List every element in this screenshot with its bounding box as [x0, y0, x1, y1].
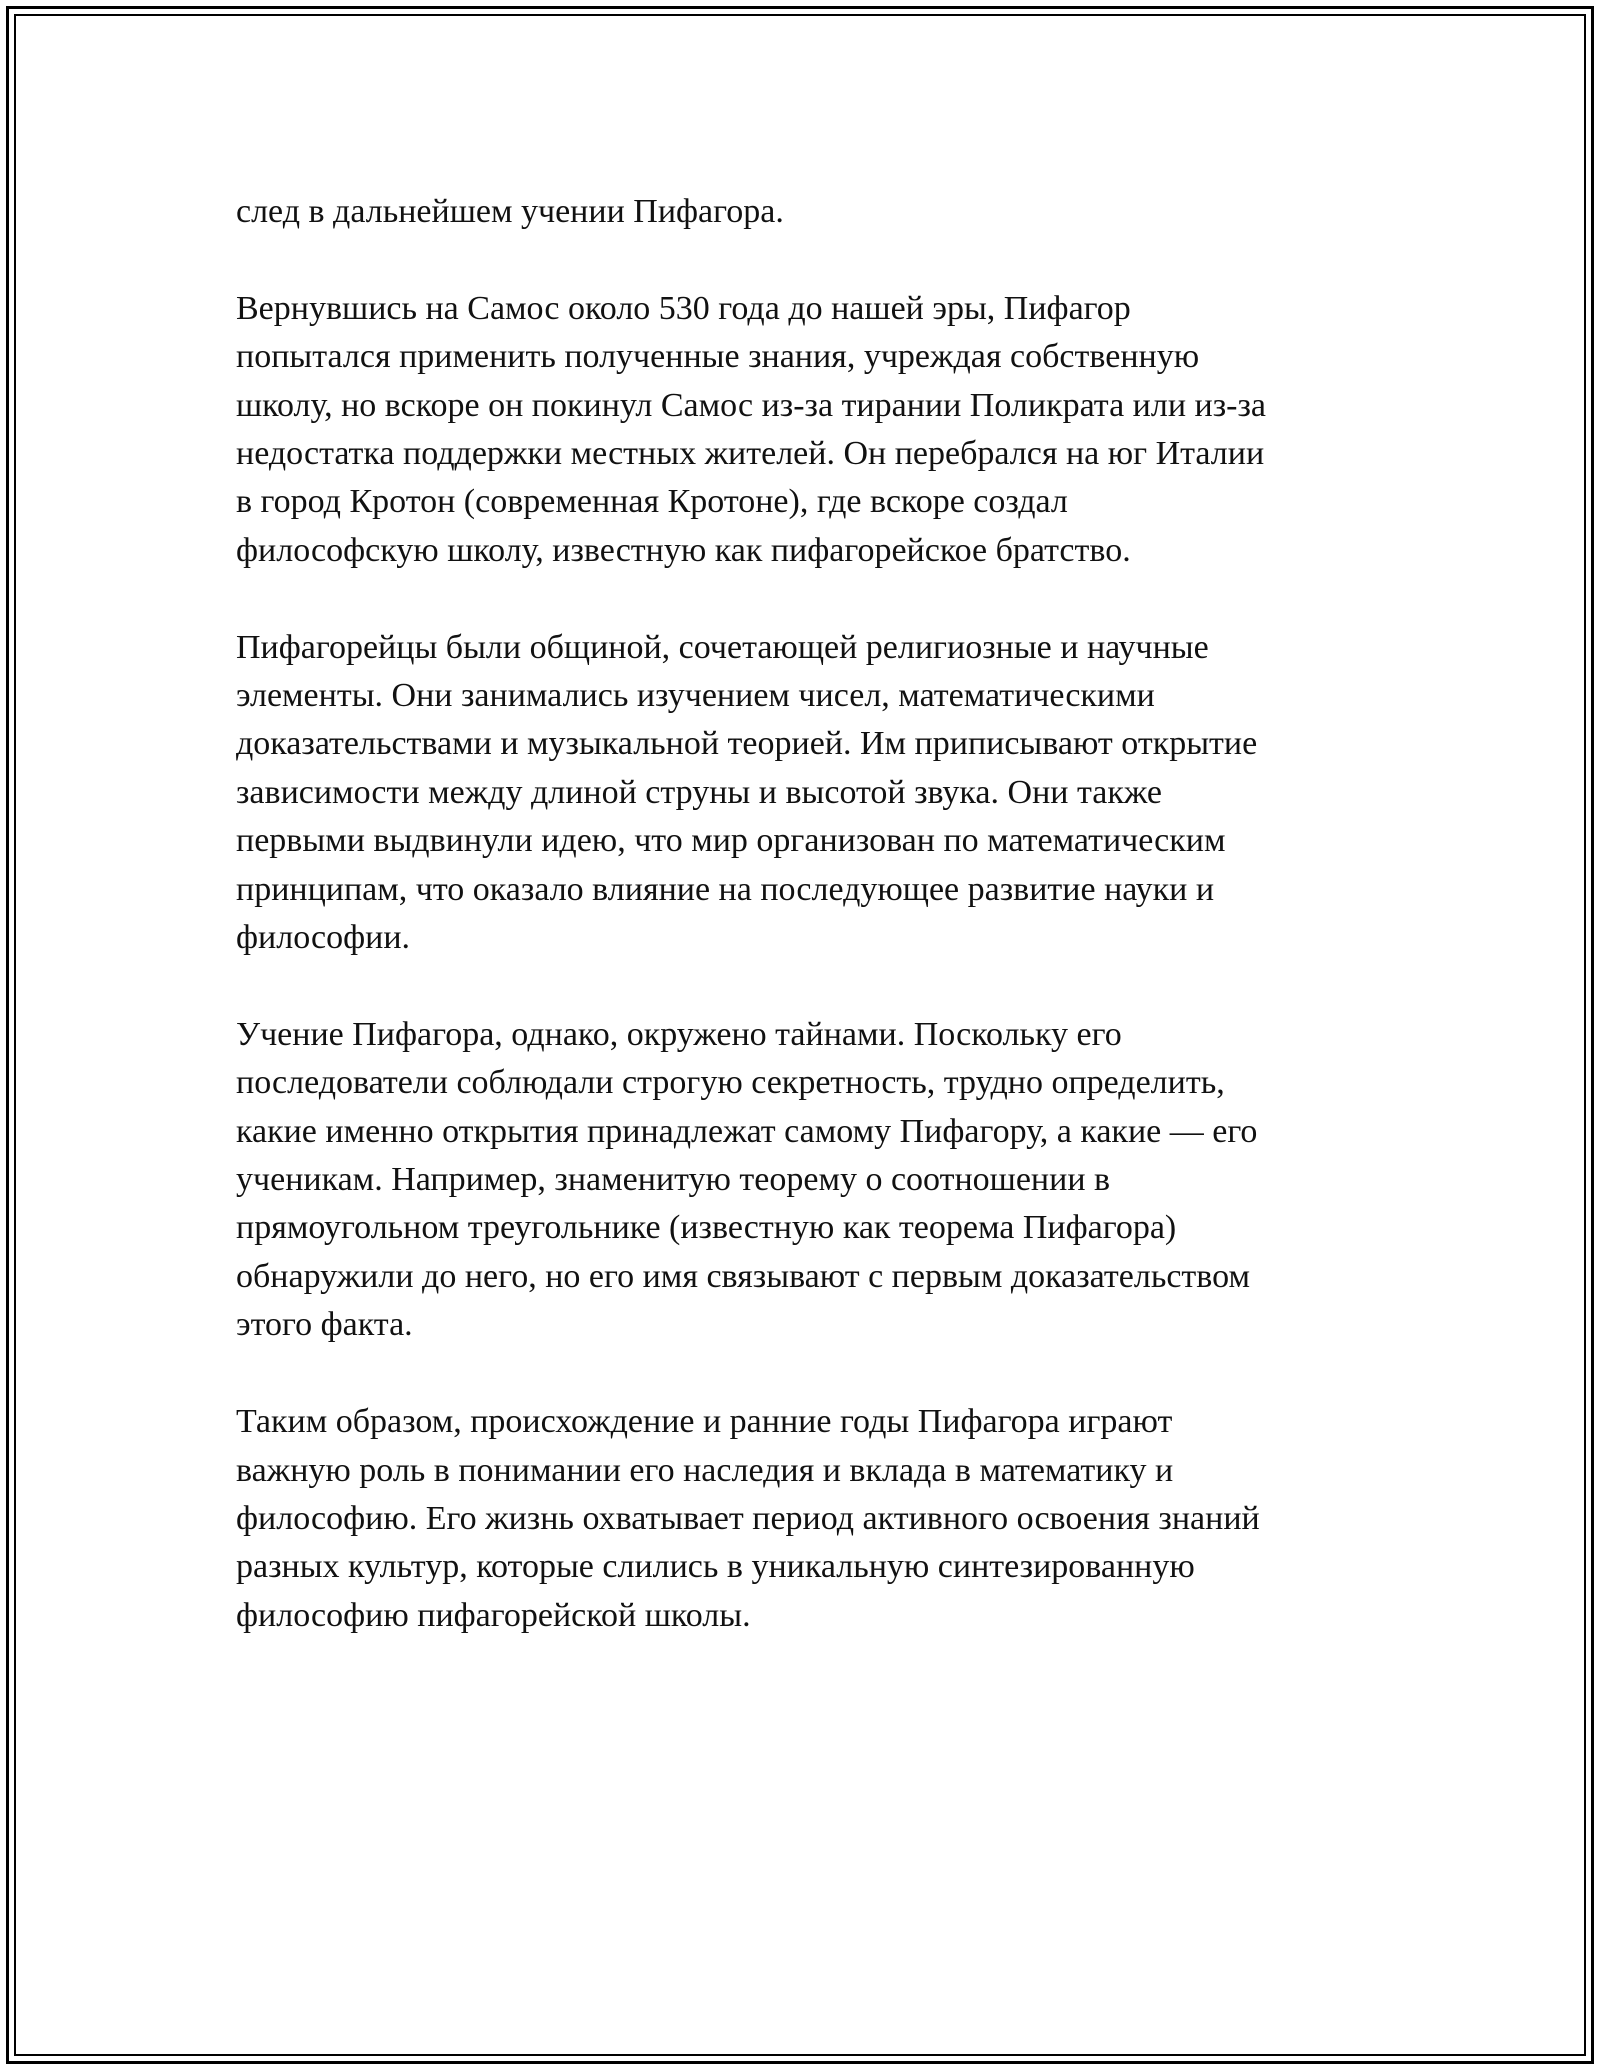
paragraph: Учение Пифагора, однако, окружено тайнами. Поскольку его последователи соблюдали строгую секретность, трудно определить, какие именно открытия принадлежат самому Пифагору, а какие — его ученикам. Например, знаменитую теорему о соотношении в прямоугольном треугольнике (известную как теорема Пифагора) обнаружили до него, но его имя связывают с первым доказательством этого факта.	[236, 1015, 1258, 1344]
paragraph: Таким образом, происхождение и ранние годы Пифагора играют важную роль в понимании его наследия и вклада в математику и философию. Его жизнь охватывает период активного освоения знаний разных культур, которые слились в уникальную синтезированную философию пифагорейской школы.	[236, 1403, 1260, 1634]
paragraph: след в дальнейшем учении Пифагора.	[236, 193, 784, 230]
paragraph: Вернувшись на Самос около 530 года до нашей эры, Пифагор попытался применить полученные знания, учреждая собственную школу, но вскоре он покинул Самос из-за тирании Поликрата или из-за недостатка поддержки местных жителей. Он перебрался на юг Италии в город Кротон (современная Кротоне), где вскоре создал философскую школу, известную как пифагорейское братство.	[236, 289, 1266, 569]
paragraph: Пифагорейцы были общиной, сочетающей религиозные и научные элементы. Они занимались изучением чисел, математическими доказательствами и музыкальной теорией. Им приписывают открытие зависимости между длиной струны и высотой звука. Они также первыми выдвинули идею, что мир организован по математическим принципам, что оказало влияние на последующее развитие науки и философии.	[236, 628, 1258, 957]
document-body	[236, 188, 1366, 1689]
